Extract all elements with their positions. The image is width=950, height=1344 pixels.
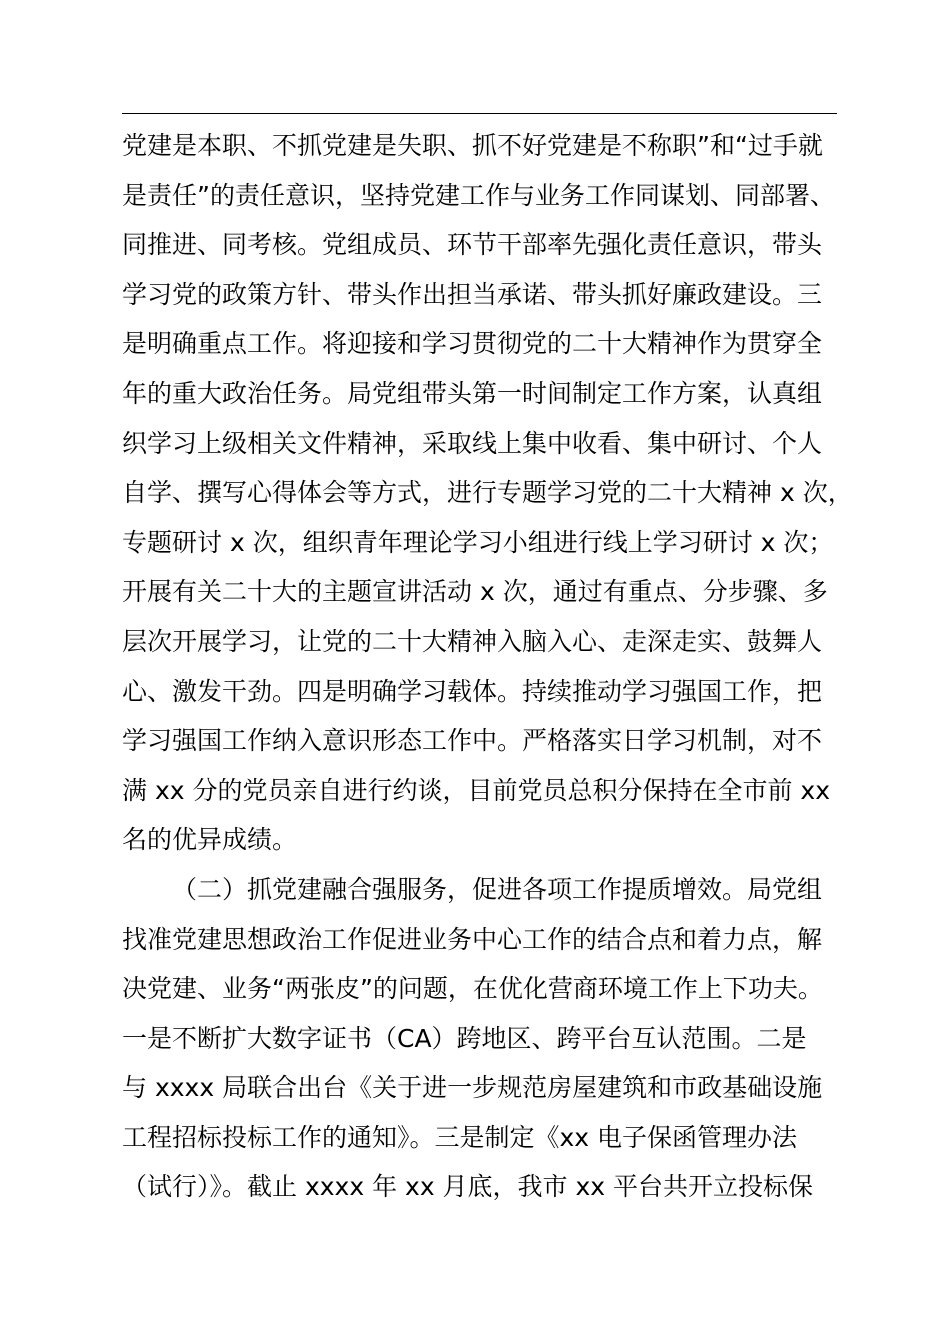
text-line: 找准党建思想政治工作促进业务中心工作的结合点和着力点，解	[122, 924, 823, 954]
text-line: （试行）》。截止 xxxx 年 xx 月底，我市 xx 平台共开立投标保	[122, 1172, 814, 1202]
text-line: 自学、撰写心得体会等方式，进行专题学习党的二十大精神 x 次，	[122, 478, 853, 508]
text-line: 学习强国工作纳入意识形态工作中。严格落实日学习机制，对不	[122, 726, 823, 756]
body-text	[122, 121, 853, 1212]
text-line: 年的重大政治任务。局党组带头第一时间制定工作方案，认真组	[122, 378, 823, 408]
text-line: 工程招标投标工作的通知》。三是制定《xx 电子保函管理办法	[122, 1122, 798, 1152]
text-line: 同推进、同考核。党组成员、环节干部率先强化责任意识，带头	[122, 230, 823, 260]
text-line: 与 xxxx 局联合出台《关于进一步规范房屋建筑和市政基础设施	[122, 1073, 823, 1103]
text-line: 一是不断扩大数字证书（CA）跨地区、跨平台互认范围。二是	[122, 1023, 807, 1053]
header-rule	[122, 113, 837, 114]
text-line: 心、激发干劲。四是明确学习载体。持续推动学习强国工作，把	[122, 676, 823, 706]
text-line: 决党建、业务“两张皮”的问题，在优化营商环境工作上下功夫。	[122, 974, 823, 1004]
text-line: 织学习上级相关文件精神，采取线上集中收看、集中研讨、个人	[122, 428, 823, 458]
text-line: 层次开展学习，让党的二十大精神入脑入心、走深走实、鼓舞人	[122, 626, 823, 656]
text-line: 名的优异成绩。	[122, 825, 298, 855]
text-line: 是责任”的责任意识，坚持党建工作与业务工作同谋划、同部署、	[122, 180, 835, 210]
text-line: 党建是本职、不抓党建是失职、抓不好党建是不称职”和“过手就	[122, 131, 823, 160]
section-heading-line: （二）抓党建融合强服务，促进各项工作提质增效。局党组	[172, 874, 823, 904]
text-line: 是明确重点工作。将迎接和学习贯彻党的二十大精神作为贯穿全	[122, 329, 823, 359]
text-line: 开展有关二十大的主题宣讲活动 x 次，通过有重点、分步骤、多	[122, 577, 828, 607]
text-line: 学习党的政策方针、带头作出担当承诺、带头抓好廉政建设。三	[122, 279, 823, 309]
text-line: 满 xx 分的党员亲自进行约谈，目前党员总积分保持在全市前 xx	[122, 775, 831, 805]
text-line: 专题研讨 x 次，组织青年理论学习小组进行线上学习研讨 x 次；	[122, 527, 834, 557]
